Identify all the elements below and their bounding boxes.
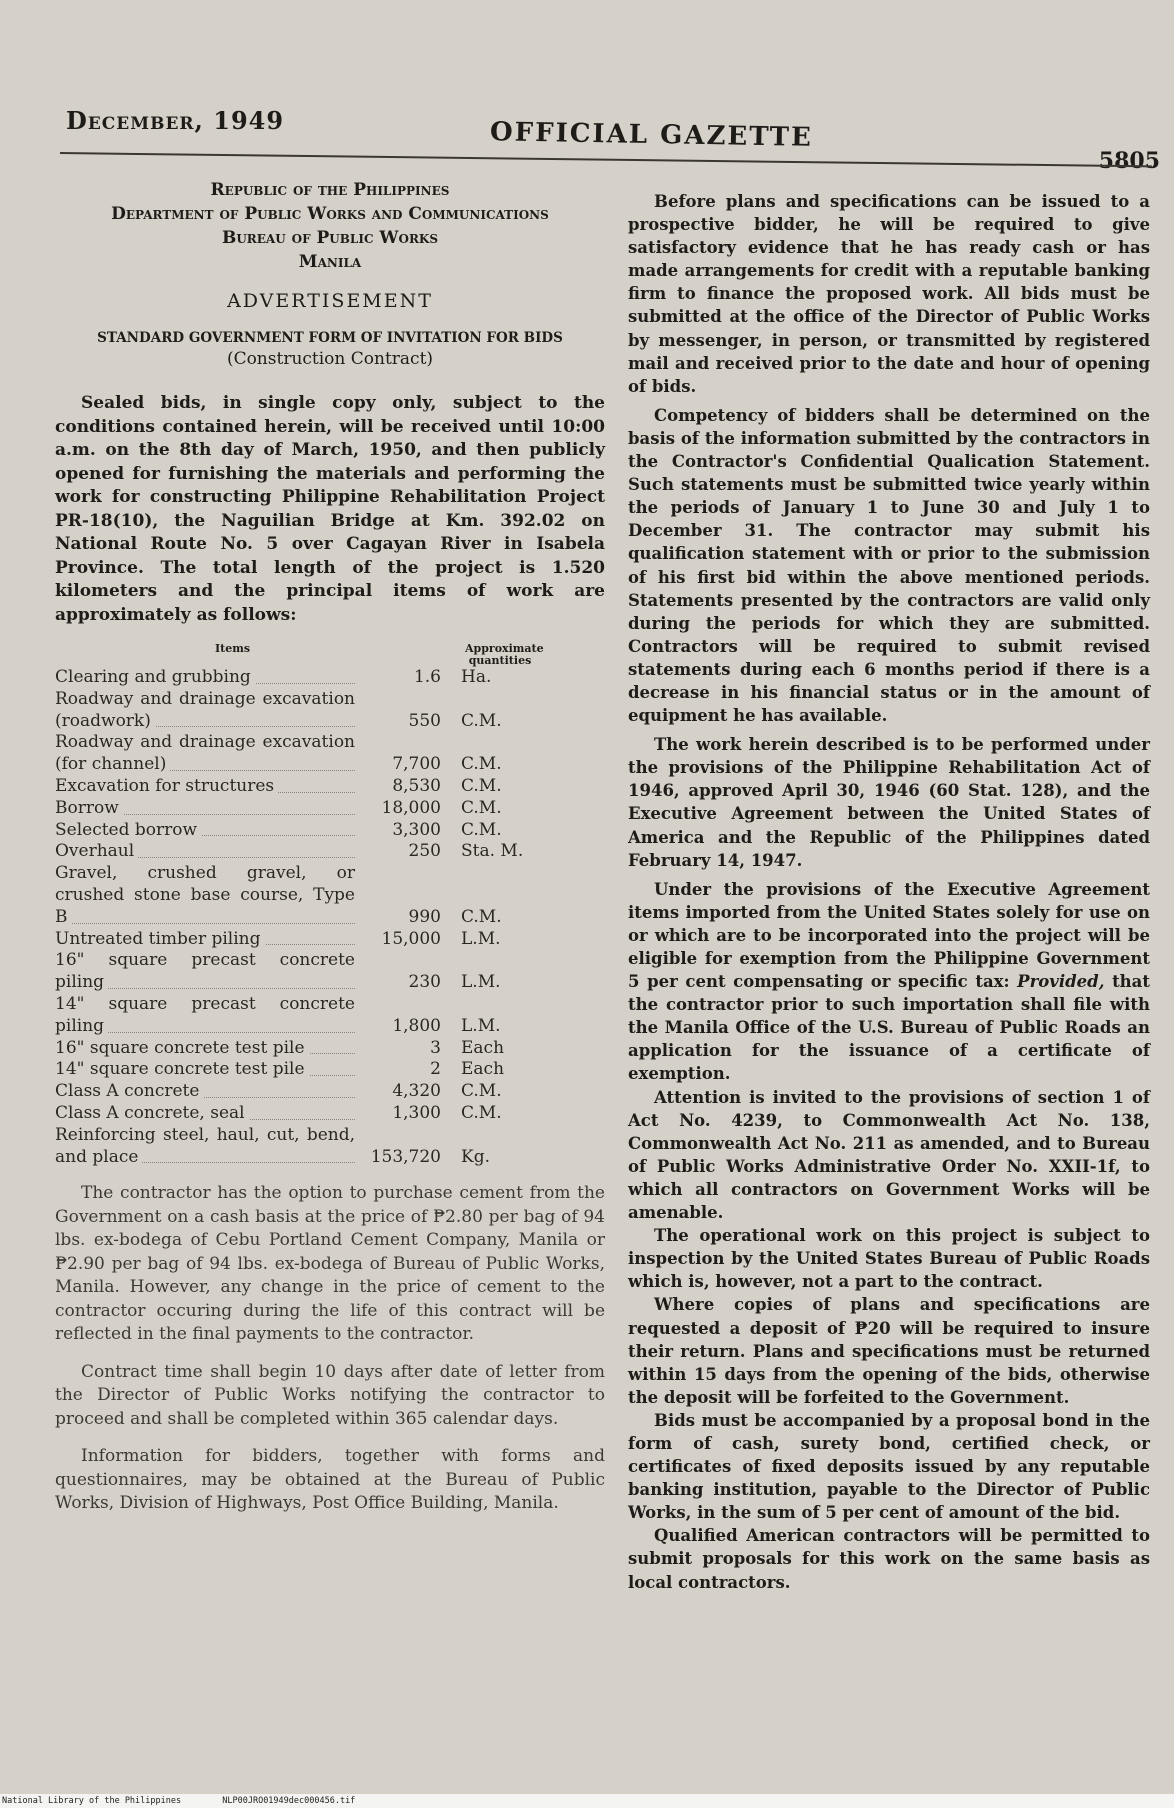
item-name-cell [55,667,355,689]
item-unit: C.M. [461,1102,502,1123]
item-row [55,689,605,733]
item-name-cell [55,994,355,1038]
item-name-cell [55,863,355,928]
item-quantity: 4,320 [392,1081,441,1102]
item-unit: C.M. [461,819,502,840]
item-row [55,841,605,863]
item-quantity: 3 [430,1037,441,1058]
page-header [60,100,1160,174]
item-quantity: 990 [408,906,441,927]
item-quantity: 230 [408,972,441,993]
item-name-cell [55,1125,355,1169]
item-name: 16" square precast concrete piling [55,950,355,993]
item-quantity: 8,530 [392,775,441,796]
executive-agreement-text-b: that the contractor prior to such importation shall file with the Manila Office of the U.S. Bureau of Public Roads an application for the issuance of a certificate of exemption. [628,972,1150,1084]
competency-paragraph: Competency of bidders shall be determined on the basis of the information submitted by the contractors in the Contractor's Confidential Qualication Statement. Such statements must be submitted twice yearly within the periods of January 1 to June 30 and July 1 to December 31. The contractor may submit his qualification statement with or prior to the submission of his first bid within the above mentioned periods. Statements presented by the contractors are valid only during the periods for which they are submitted. Contractors will be required to submit revised statements during each 6 months period if there is a decrease in his financial status or in the amount of equipment he has available. [628,405,1150,726]
item-unit: Kg. [461,1146,490,1167]
item-row [55,863,605,928]
item-unit: C.M. [461,710,502,731]
plans-paragraph: Before plans and specifications can be issued to a prospective bidder, he will be required to give satisfactory evidence that he has ready cash or has made arrangements for credit with a reputable banking firm to finance the proposed work. All bids must be submitted at the office of the Director of Public Works by messenger, in person, or transmitted by registered mail and received prior to the date and hour of opening of bids. [628,192,1150,396]
left-column [55,178,605,1516]
right-column [628,190,1150,1594]
item-name: Roadway and drainage excavation (roadwork) [55,688,355,731]
item-unit: C.M. [461,754,502,775]
item-name: Class A concrete [55,1081,203,1101]
item-unit: Ha. [461,667,492,687]
american-contractors-paragraph: Qualified American contractors will be permitted to submit proposals for this work on the same basis as local contractors. [628,1526,1150,1592]
scan-file-name: NLP00JRO01949dec000456.tif [222,1796,356,1806]
item-row [55,667,605,689]
item-name: Untreated timber piling [55,929,265,949]
item-unit: Sta. M. [461,841,524,862]
items-table [55,643,605,1168]
agency-block [55,178,605,274]
item-name: Clearing and grubbing [55,667,255,687]
item-row [55,929,605,951]
item-name: Selected borrow [55,820,201,840]
agency-line-2: Department of Public Works and Communications [111,204,549,224]
item-quantity: 18,000 [381,797,441,818]
item-unit: C.M. [461,906,502,927]
item-quantity: 1.6 [413,667,441,687]
item-name-cell [55,1103,355,1125]
deposit-paragraph: Where copies of plans and specifications are requested a deposit of ₱20 will be required to insure their return. Plans and specifications must be returned within 15 days from the opening of the bids, otherwise the deposit will be forfeited to the Government. [628,1295,1150,1407]
item-row [55,1081,605,1103]
item-quantity: 1,800 [392,1015,441,1036]
item-quantity: 250 [408,841,441,862]
item-row [55,776,605,798]
leader-dots [55,923,355,924]
item-row [55,1059,605,1081]
item-unit: C.M. [461,775,502,796]
rehabilitation-act-paragraph: The work herein described is to be performed under the provisions of the Philippine Rehabilitation Act of 1946, approved April 30, 1946 (60 Stat. 128), and the Executive Agreement between the United States of America and the Republic of the Philippines dated February 14, 1947. [628,735,1150,870]
agency-line-3: Bureau of Public Works [221,228,439,248]
item-unit: L.M. [461,928,501,949]
item-quantity: 153,720 [370,1146,441,1167]
item-quantity: 550 [408,710,441,731]
item-name-cell [55,798,355,820]
item-row [55,1038,605,1060]
item-name-cell [55,929,355,951]
page-number: 5805 [1098,148,1160,174]
item-name: 14" square precast concrete piling [55,993,355,1036]
provided-term: Provided, [1017,972,1105,992]
item-name-cell [55,950,355,994]
item-row [55,1103,605,1125]
item-unit: Each [461,1037,505,1058]
item-name-cell [55,732,355,776]
item-name-cell [55,1059,355,1081]
item-unit: L.M. [461,972,501,993]
inspection-paragraph: The operational work on this project is subject to inspection by the United States Bureau of Public Roads which is, however, not a part to the contract. [628,1226,1150,1292]
agency-line-1: Republic of the Philippines [210,180,450,200]
item-name: Reinforcing steel, haul, cut, bend, and place [55,1124,355,1167]
items-table-header [55,643,605,667]
quantities-column-header: Approximate quantities [465,642,544,667]
item-name: Class A concrete, seal [55,1103,249,1123]
item-quantity: 3,300 [392,819,441,840]
contract-time-paragraph: Contract time shall begin 10 days after date of letter from the Director of Public Works notifying the contractor to proceed and shall be completed within 365 calendar days. [55,1361,605,1429]
item-quantity: 7,700 [392,754,441,775]
item-name: Borrow [55,798,123,818]
item-unit: L.M. [461,1015,501,1036]
item-unit: C.M. [461,1081,502,1102]
item-row [55,820,605,842]
item-row [55,732,605,776]
item-unit: C.M. [461,797,502,818]
executive-agreement-paragraph [628,878,1150,1086]
item-name: Overhaul [55,841,138,861]
item-name: 14" square concrete test pile [55,1059,309,1079]
item-quantity: 15,000 [381,928,441,949]
proposal-bond-paragraph: Bids must be accompanied by a proposal bond in the form of cash, surety bond, certified check, or certificates of fixed deposits issued by any reputable banking institution, payable to the Director of Public Works, in the sum of 5 per cent of amount of the bid. [628,1410,1150,1523]
attention-paragraph: Attention is invited to the provisions of section 1 of Act No. 4239, to Commonwealth Act No. 138, Commonwealth Act No. 211 as amended, and to Bureau of Public Works Administrative Order No. XXII-1f, to which all contractors on Government Works will be amenable. [628,1087,1150,1223]
executive-agreement-text-a: Under the provisions of the Executive Agreement items imported from the United States solely for use on or which are to be incorporated into the project will be eligible for exemption from the Philippine Government 5 per cent compensating or specific tax: [628,879,1150,992]
item-unit: Each [461,1059,505,1080]
item-row [55,798,605,820]
items-column-header: Items [215,642,251,655]
item-rows [55,667,605,1168]
item-name-cell [55,689,355,733]
issue-date: December, 1949 [66,106,285,135]
item-name: Roadway and drainage excavation (for channel) [55,732,355,775]
cement-paragraph: The contractor has the option to purchase cement from the Government on a cash basis at the price of ₱2.80 per bag of 94 lbs. ex-bodega of Cebu Portland Cement Company, Manila or ₱2.90 per bag of 94 lbs. ex-bodega of Bureau of Public Works, Manila. However, any change in the price of cement to the contractor occuring during the life of this contract will be reflected in the final payments to the contractor. [55,1183,605,1345]
standard-form-heading: STANDARD GOVERNMENT FORM OF INVITATION FOR BIDS [97,330,563,346]
item-quantity: 2 [430,1059,441,1080]
advertisement-title: ADVERTISEMENT [227,290,433,312]
intro-paragraph: Sealed bids, in single copy only, subject to the conditions contained herein, will be received until 10:00 a.m. on the 8th day of March, 1950, and then publicly opened for furnishing the materials and performing the work for constructing Philippine Rehabilitation Project PR-18(10), the Naguilian Bridge at Km. 392.02 on National Route No. 5 over Cagayan River in Isabela Province. The total length of the project is 1.520 kilometers and the principal items of work are approximately as follows: [55,393,605,625]
item-name: Excavation for structures [55,776,278,796]
item-quantity: 1,300 [392,1102,441,1123]
item-name-cell [55,820,355,842]
item-name-cell [55,776,355,798]
item-name-cell [55,841,355,863]
information-paragraph: Information for bidders, together with forms and questionnaires, may be obtained at the Bureau of Public Works, Division of Highways, Post Office Building, Manila. [55,1446,605,1514]
item-name-cell [55,1081,355,1103]
contract-type: (Construction Contract) [226,349,434,369]
item-row [55,1125,605,1169]
agency-line-4: Manila [298,252,362,272]
item-row [55,950,605,994]
item-name: 16" square concrete test pile [55,1038,309,1058]
item-row [55,994,605,1038]
scan-footer [0,1794,1174,1808]
item-name: Gravel, crushed gravel, or crushed stone base course, Type B [55,863,355,927]
item-name-cell [55,1038,355,1060]
publication-title: OFFICIAL GAZETTE [489,117,814,153]
header-rule [60,152,1152,167]
library-credit: National Library of the Philippines [2,1796,182,1806]
